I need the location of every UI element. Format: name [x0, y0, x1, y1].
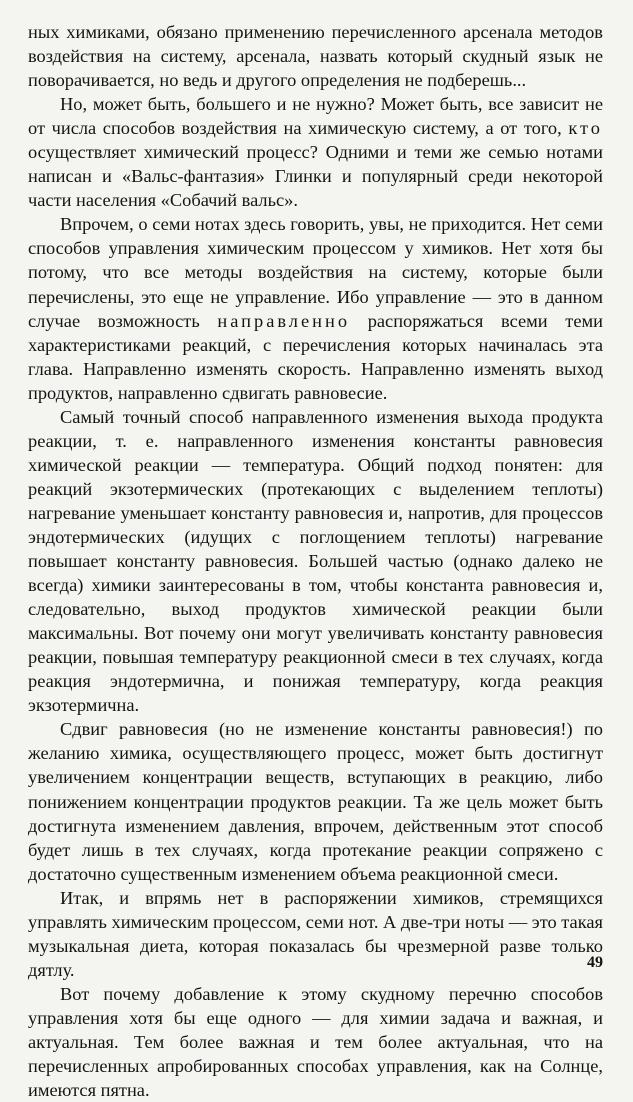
paragraph-2-text-after: осуществляет химический процесс? Одними и теми же семью нотами написан и «Вальс-фантазия» Глинки и популярный среди некоторой части населения «Собачий вальс». [28, 142, 603, 211]
paragraph-3-emphasis: направленно [217, 310, 351, 331]
paragraph-6-text: Итак, и впрямь нет в распоряжении химиков, стремящихся управлять химическим процессом, семи нот. А две-три ноты — это такая музыкальная диета, которая показалась бы чрезмерной разве только дятлу. [28, 887, 603, 980]
paragraph-5-text: Сдвиг равновесия (но не изменение константы равновесия!) по желанию химика, осуществляющего процесс, может быть достигнут увеличением концентрации веществ, вступающих в реакцию, либо понижением концентрации продуктов реакции. Та же цель может быть достигнута изменением давления, впрочем, действенным этот способ будет лишь в тех случаях, когда протекание реакции сопряжено с достаточно существенным изменением объема реакционной смеси. [28, 719, 603, 884]
paragraph-2-text-before: Но, может быть, большего и не нужно? Может быть, все зависит не от числа способов воздействия на химическую систему, а от того, [28, 94, 603, 139]
paragraph-4-text: Самый точный способ направленного изменения выхода продукта реакции, т. е. направленного изменения константы равновесия химической реакции — температура. Общий подход понятен: для реакций экзотермических (протекающих с выделением теплоты) нагревание уменьшает константу равновесия и, напротив, для процессов эндотермических (идущих с поглощением теплоты) нагревание повышает константу равновесия. Большей частью (однако далеко не всегда) химики заинтересованы в том, чтобы константа равновесия и, следовательно, выход продуктов химической реакции были максимальны. Вот почему они могут увеличивать константу равновесия реакции, повышая температуру реакционной смеси в тех случаях, когда реакция эндотермична, и понижая температуру, когда реакция экзотермична. [28, 406, 603, 716]
paragraph-5 [28, 717, 603, 885]
paragraph-1 [28, 20, 603, 92]
paragraph-2 [28, 92, 603, 212]
paragraph-7-text: Вот почему добавление к этому скудному перечню способов управления хотя бы еще одного — для химии задача и важная, и актуальная. Тем более важная и тем более актуальная, что на перечисленных апробированных способах управления, как на Солнце, имеются пятна. [28, 983, 603, 1101]
paragraph-3 [28, 212, 603, 404]
paragraph-1-text: ных химиками, обязано применению перечисленного арсенала методов воздействия на систему, арсенала, назвать который скудный язык не поворачивается, но ведь и другого определения не подберешь... [28, 22, 603, 91]
paragraph-4 [28, 405, 603, 718]
page-number: 49 [587, 954, 603, 971]
paragraph-3-text-after: распоряжаться всеми теми характеристиками реакций, с перечисления которых начиналась эта глава. Направленно изменять скорость. Направленно изменять выход продуктов, направленно сдвигать равновесие. [28, 310, 603, 403]
paragraph-3-text-before: Впрочем, о семи нотах здесь говорить, увы, не приходится. Нет семи способов управления химическим процессом у химиков. Нет хотя бы потому, что все методы воздействия на систему, которые были перечислены, это еще не управление. Ибо управление — это в данном случае возможность [28, 214, 603, 331]
paragraph-2-emphasis: кто [568, 118, 603, 139]
paragraph-6 [28, 886, 603, 982]
